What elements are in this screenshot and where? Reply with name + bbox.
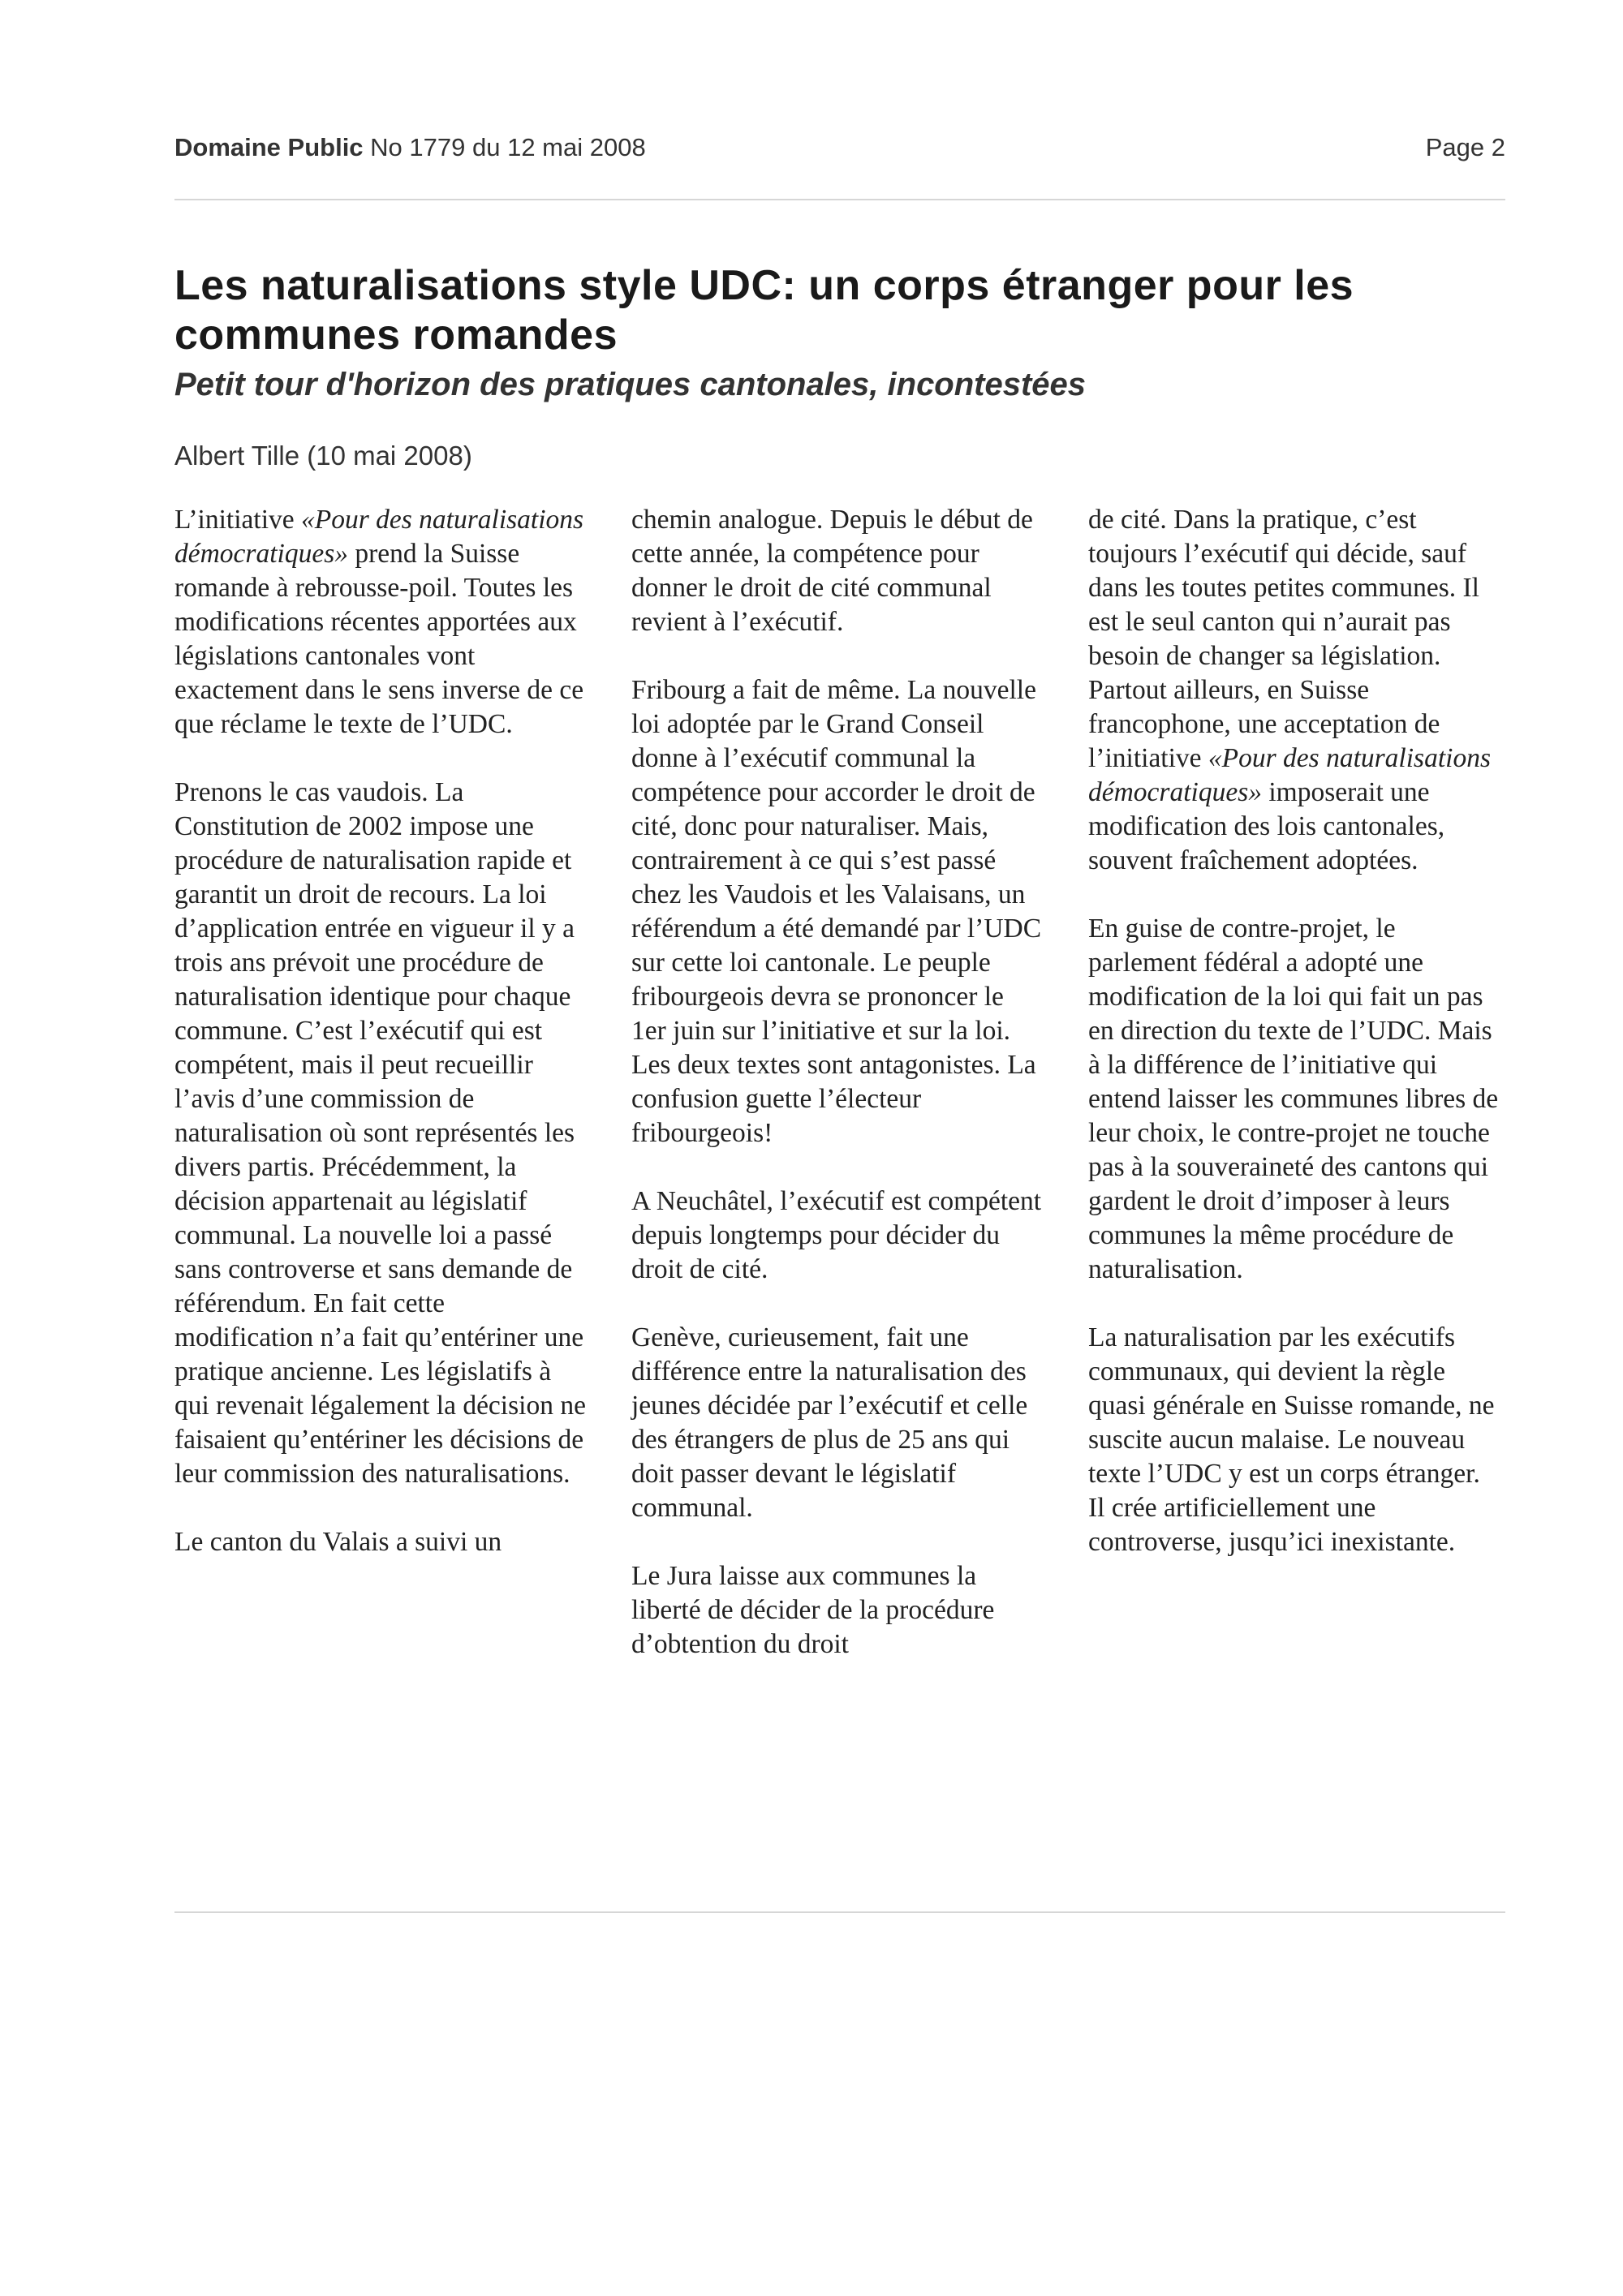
paragraph: Le Jura laisse aux communes la liberté de décider de la procédure d’obtention du droit	[631, 1561, 995, 1659]
paragraph-text: prend la Suisse romande à rebrousse-poil. Toutes les modifications récentes apportées aux législations cantonales vont exactement dans le sens inverse de ce que réclame le texte de l’UDC.	[174, 539, 584, 739]
paragraph: A Neuchâtel, l’exécutif est compétent depuis longtemps pour décider du droit de cité.	[631, 1186, 1042, 1284]
article-subtitle: Petit tour d'horizon des pratiques cantonales, incontestées	[174, 367, 1087, 402]
paragraph: La naturalisation par les exécutifs communaux, qui devient la règle quasi générale en Suisse romande, ne suscite aucun malaise. Le nouveau texte l’UDC y est un corps étranger. Il crée artificiellement une controverse, jusqu’ici inexistante.	[1088, 1322, 1495, 1557]
paragraph-text: de cité. Dans la pratique, c’est toujours l’exécutif qui décide, sauf dans les toutes petites communes. Il est le seul canton qui n’aurait pas besoin de changer sa législation. Partout ailleurs, en Suisse francophone, une acceptation de l’initiative	[1088, 505, 1479, 773]
paragraph-text: imposerait une modification des lois cantonales, souvent fraîchement adoptées.	[1088, 777, 1445, 875]
footer-divider	[174, 1911, 1505, 1913]
page-number: Page 2	[1425, 133, 1505, 161]
column-2	[631, 503, 1045, 1662]
paragraph: Genève, curieusement, fait une différence entre la naturalisation des jeunes décidée par l’exécutif et celle des étrangers de plus de 25 ans qui doit passer devant le législatif communal.	[631, 1322, 1028, 1523]
paragraph-text: L’initiative	[174, 505, 302, 535]
paragraph	[174, 503, 588, 742]
paragraph: Prenons le cas vaudois. La Constitution de 2002 impose une procédure de naturalisation rapide et garantit un droit de recours. La loi d’application entrée en vigueur il y a trois ans prévoit une procédure de naturalisation identique pour chaque commune. C’est l’exécutif qui est compétent, mais il peut recueillir l’avis d’une commission de naturalisation où sont représentés les divers partis. Précédemment, la décision appartenait au législatif communal. La nouvelle loi a passé sans controverse et sans demande de référendum. En fait cette modification n’a fait qu’entériner une pratique ancienne. Les législatifs à qui revenait légalement la décision ne faisaient qu’entériner les décisions de leur commission des naturalisations.	[174, 777, 586, 1489]
article-byline: Albert Tille (10 mai 2008)	[174, 441, 472, 471]
initiative-name: «Pour des naturalisations démocratiques»	[174, 505, 584, 569]
initiative-name: «Pour des naturalisations démocratiques»	[1088, 743, 1491, 807]
column-1	[174, 503, 588, 1559]
paragraph: En guise de contre-projet, le parlement fédéral a adopté une modification de la loi qui fait un pas en direction du texte de l’UDC. Mais à la différence de l’initiative qui entend laisser les communes libres de leur choix, le contre-projet ne touche pas à la souveraineté des cantons qui gardent le droit d’imposer à leurs communes la même procédure de naturalisation.	[1088, 914, 1499, 1284]
paragraph: Le canton du Valais a suivi un	[174, 1527, 502, 1557]
paragraph	[1088, 503, 1502, 878]
article-title: Les naturalisations style UDC: un corps étranger pour les communes romandes	[174, 262, 1354, 359]
publication-name: Domaine Public	[174, 133, 364, 161]
paragraph: chemin analogue. Depuis le début de cette année, la compétence pour donner le droit de cité communal revient à l’exécutif.	[631, 505, 1033, 637]
column-3	[1088, 503, 1502, 1559]
header-divider	[174, 199, 1505, 200]
page-header	[174, 133, 1505, 169]
paragraph: Fribourg a fait de même. La nouvelle loi adoptée par le Grand Conseil donne à l’exécutif communal la compétence pour accorder le droit de cité, donc pour naturaliser. Mais, contrairement à ce qui s’est passé chez les Vaudois et les Valaisans, un référendum a été demandé par l’UDC sur cette loi cantonale. Le peuple fribourgeois devra se prononcer le 1er juin sur l’initiative et sur la loi. Les deux textes sont antagonistes. La confusion guette l’électeur fribourgeois!	[631, 675, 1042, 1148]
issue-info: No 1779 du 12 mai 2008	[370, 133, 646, 161]
